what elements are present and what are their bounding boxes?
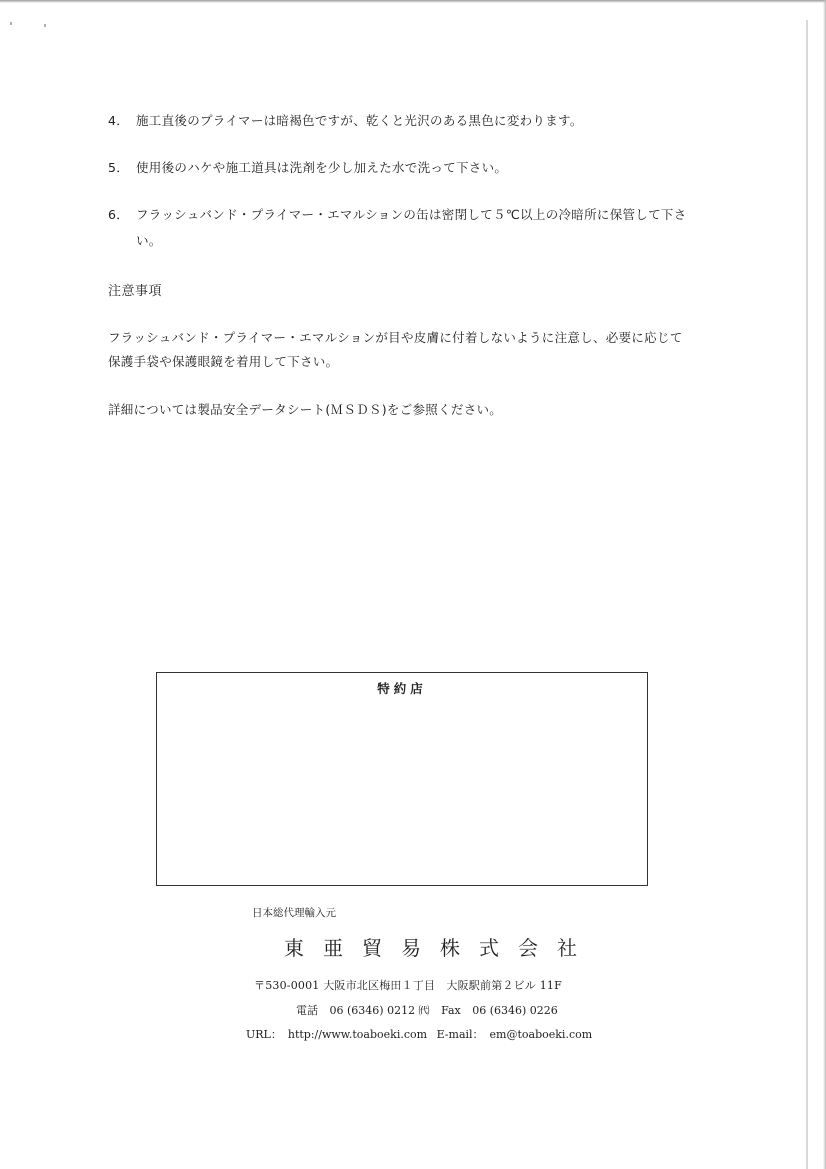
phone-label: 電話 bbox=[296, 1004, 318, 1017]
list-item-6 bbox=[108, 202, 748, 228]
list-item-4 bbox=[108, 108, 748, 134]
list-number: 4． bbox=[108, 113, 130, 128]
dealer-box-title: 特約店 bbox=[377, 681, 427, 696]
company-address: 〒530-0001 大阪市北区梅田１丁目 大阪駅前第２ビル 11F bbox=[254, 979, 562, 992]
importer-label: 日本総代理輸入元 bbox=[252, 907, 336, 919]
caution-line-1: フラッシュバンド・プライマー・エマルションが目や皮膚に付着しないように注意し、必要に応じて bbox=[108, 330, 683, 345]
website-link[interactable]: http://www.toaboeki.com bbox=[287, 1028, 428, 1041]
fax-number: 06 (6346) 0226 bbox=[472, 1004, 558, 1017]
list-text: い。 bbox=[136, 233, 162, 248]
list-number: 6． bbox=[108, 207, 130, 222]
company-name: 東亜貿易株式会社 bbox=[284, 936, 596, 960]
list-item-5 bbox=[108, 155, 748, 181]
fax-label: Fax bbox=[441, 1004, 461, 1017]
msds-note: 詳細については製品安全データシート(ＭＳＤＳ)をご参照ください。 bbox=[108, 402, 503, 417]
list-item-6-continuation bbox=[136, 228, 776, 254]
scan-edge bbox=[806, 20, 808, 1169]
list-text: フラッシュバンド・プライマー・エマルションの缶は密閉して５℃以上の冷暗所に保管して下さ bbox=[136, 207, 687, 222]
dealer-stamp-box bbox=[156, 672, 648, 886]
caution-line-2: 保護手袋や保護眼鏡を着用して下さい。 bbox=[108, 354, 339, 369]
contact-phone-line bbox=[296, 1002, 566, 1018]
list-text: 使用後のハケや施工道具は洗剤を少し加えた水で洗って下さい。 bbox=[136, 160, 508, 175]
contact-web-line bbox=[246, 1026, 598, 1042]
list-text: 施工直後のプライマーは暗褐色ですが、乾くと光沢のある黒色に変わります。 bbox=[136, 113, 583, 128]
email-link[interactable]: em@toaboeki.com bbox=[489, 1028, 593, 1041]
phone-number: 06 (6346) 0212 ㈹ bbox=[329, 1004, 430, 1017]
scan-speck bbox=[44, 24, 46, 27]
scan-speck bbox=[10, 22, 12, 25]
url-label: URL： bbox=[246, 1028, 282, 1041]
scan-edge bbox=[0, 0, 826, 3]
list-number: 5． bbox=[108, 160, 130, 175]
caution-heading: 注意事項 bbox=[108, 284, 163, 299]
email-label: E-mail： bbox=[436, 1028, 484, 1041]
